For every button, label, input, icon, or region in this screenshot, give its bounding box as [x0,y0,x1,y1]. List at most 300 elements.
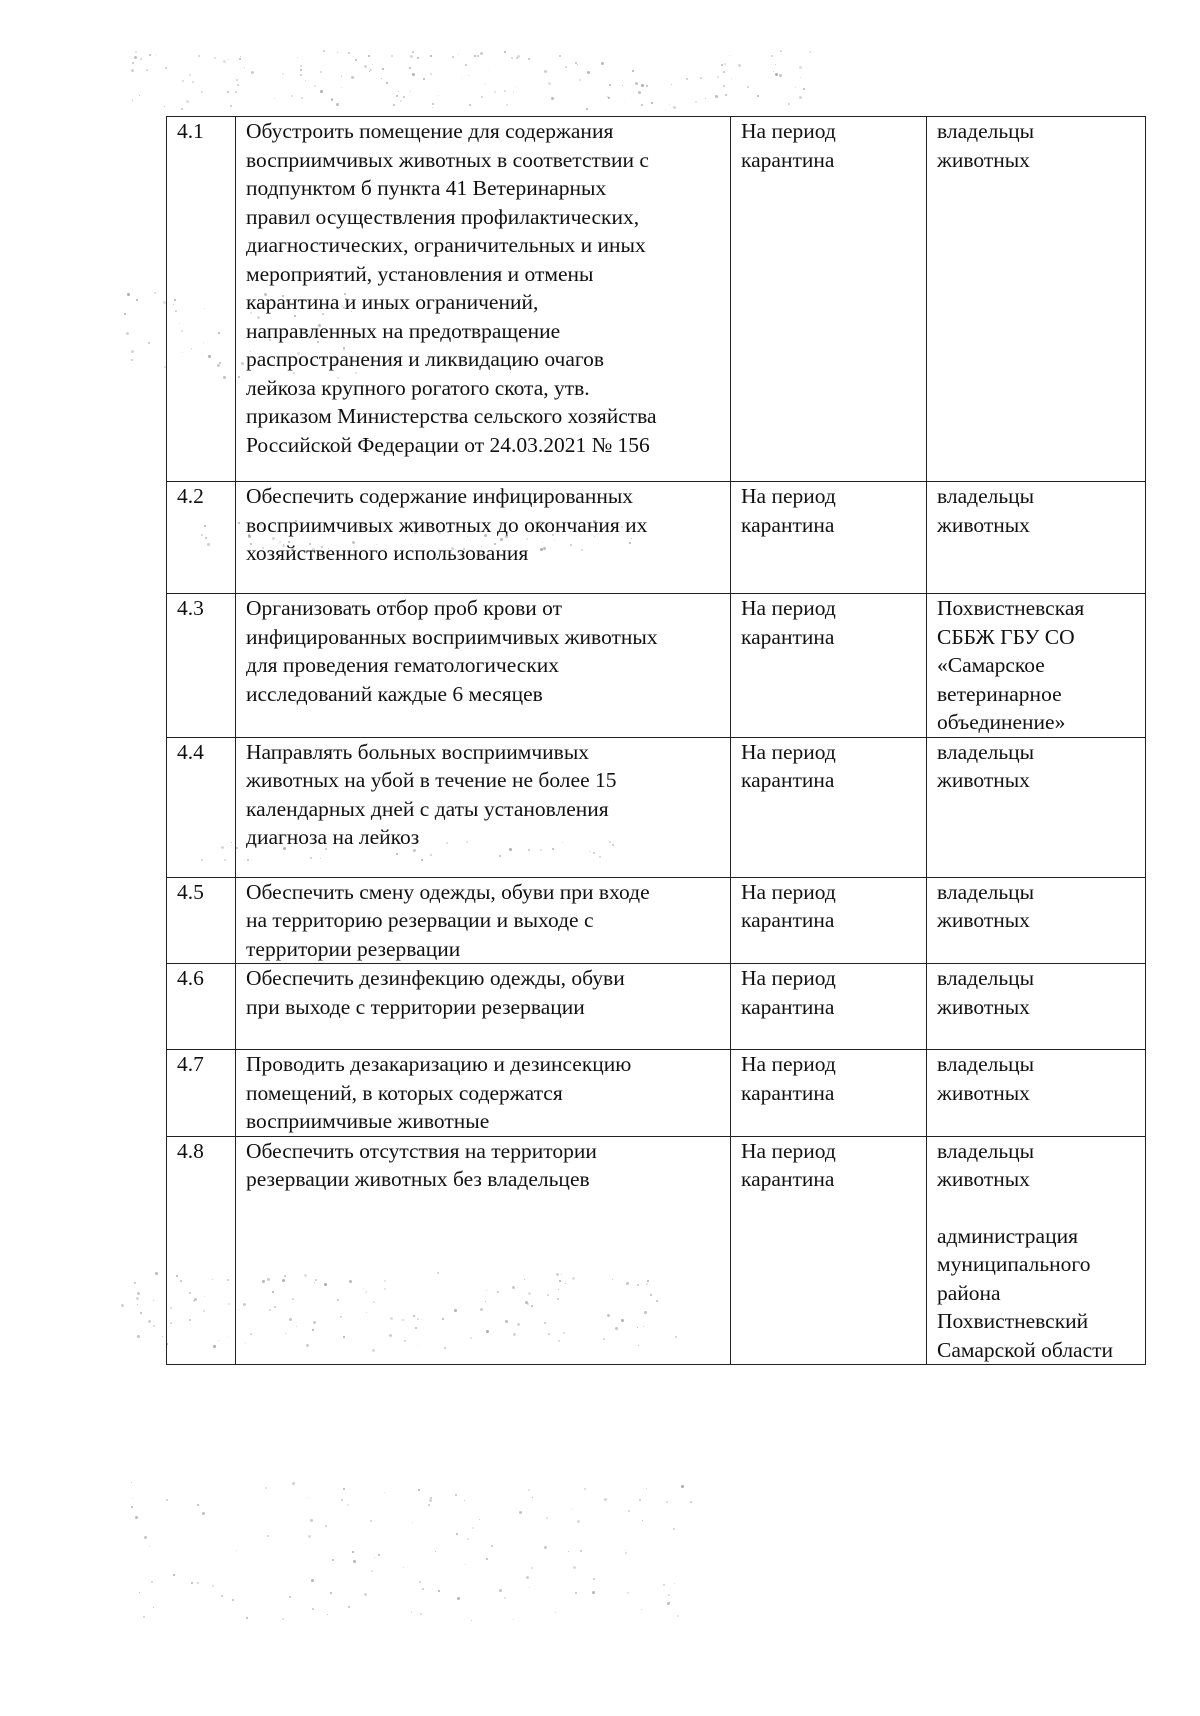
scan-speck [236,1550,237,1551]
scan-speck [305,80,306,81]
action-line: направленных на предотвращение [246,318,561,343]
scan-speck [584,1488,586,1490]
period-cell [731,964,927,1050]
scan-speck [551,97,554,100]
responsible-line: животных [937,1167,1030,1191]
scan-speck [378,1554,380,1556]
scan-speck [155,1272,158,1275]
responsible-line: Похвистневская [937,596,1085,620]
scan-speck [474,55,476,57]
scan-speck [800,77,801,78]
scan-speck [400,100,402,102]
action-cell [236,1050,731,1137]
responsible-extra-line: муниципального [937,1252,1091,1276]
scan-speck [435,1551,436,1552]
scan-speck [723,71,725,73]
scan-speck [221,1595,223,1597]
table-row [167,594,1146,738]
scan-speck [282,77,283,78]
scan-speck [690,1501,692,1503]
scan-speck [181,108,183,110]
period-cell [731,1050,927,1137]
scan-speck [430,73,432,75]
scan-speck [625,1550,626,1551]
scan-speck [265,1487,267,1489]
scan-speck [320,90,323,93]
scan-speck [139,95,140,96]
scan-speck [149,54,151,56]
action-cell [236,594,731,738]
scan-speck [126,332,129,335]
scan-speck [212,1585,214,1587]
table-row [167,1050,1146,1137]
scan-speck [166,1499,168,1501]
period-line: На период [741,484,836,508]
scan-speck [140,58,142,60]
scan-speck [136,299,138,301]
scan-speck [412,51,414,53]
scan-speck [489,69,490,70]
scan-speck [347,1504,349,1506]
scan-speck [341,76,342,77]
scan-speck [292,1482,295,1485]
scan-speck [364,1593,367,1596]
scan-speck [504,1597,506,1599]
scan-speck [586,108,588,110]
scan-speck [516,57,518,59]
scan-speck [677,1615,679,1617]
responsible-cell [927,877,1146,964]
scan-speck [411,1612,412,1613]
scan-speck [628,1510,630,1512]
scan-speck [559,55,561,57]
scan-speck [137,1304,138,1305]
scan-speck [323,50,325,52]
scan-speck [289,1596,291,1598]
scan-speck [165,67,167,69]
period-line: карантина [741,994,835,1019]
scan-speck [686,78,688,80]
responsible-cell [927,117,1146,482]
scan-speck [579,79,581,81]
scan-speck [471,1620,472,1621]
scan-speck [320,71,322,73]
scan-speck [464,1500,465,1501]
scan-speck [513,92,514,93]
row-number: 4.2 [167,482,236,594]
scan-speck [632,70,634,72]
scan-speck [149,1546,150,1547]
scan-speck [480,52,483,55]
scan-speck [779,74,782,77]
scan-speck [641,1609,642,1610]
scan-speck [325,1525,327,1527]
scan-speck [198,55,200,57]
row-number: 4.8 [167,1136,236,1365]
scan-speck [775,73,778,76]
responsible-line: животных [937,512,1030,537]
scan-speck [155,55,156,56]
action-cell [236,964,731,1050]
scan-speck [137,1292,140,1295]
scan-speck [341,87,342,88]
scan-speck [575,62,577,64]
responsible-line: владельцы [937,1138,1035,1163]
scan-speck [136,1297,139,1300]
scan-speck [468,75,469,76]
scan-speck [771,55,773,57]
scan-speck [223,60,226,63]
responsible-extra-line: района [937,1280,1001,1305]
scan-speck [577,1520,580,1523]
scan-speck [348,1606,350,1608]
table-row [167,117,1146,482]
scan-speck [430,55,432,57]
period-line: На период [741,1138,836,1163]
action-line: исследований каждые 6 месяцев [246,681,543,706]
scan-speck [519,1511,522,1514]
period-cell [731,1136,927,1365]
period-line: карантина [741,624,835,649]
scan-speck [593,1578,595,1580]
scan-speck [666,1501,668,1503]
scan-speck [721,64,723,66]
scan-speck [410,55,413,58]
period-line: карантина [741,1167,835,1191]
scan-speck [382,68,384,70]
scan-speck [164,106,165,107]
scan-speck [235,91,237,93]
scan-speck [197,1504,199,1506]
responsible-line: владельцы [937,739,1035,764]
scan-speck [673,1528,675,1530]
scan-speck [724,63,726,65]
scan-speck [341,1499,343,1501]
scan-speck [370,69,372,71]
scan-speck [236,79,238,81]
action-line: территории резервации [246,936,461,961]
action-line: Обеспечить содержание инфицированных [246,484,634,508]
scan-speck [412,1522,413,1523]
scan-speck [331,99,333,101]
responsible-line: животных [937,908,1030,932]
action-line: инфицированных восприимчивых животных [246,624,658,649]
scan-speck [601,62,604,65]
scan-speck [134,56,137,59]
scan-speck [641,84,644,87]
action-line: диагностических, ограничительных и иных [246,233,646,257]
scan-speck [132,62,134,64]
action-line: приказом Министерства сельского хозяйства [246,404,657,428]
scan-speck [192,81,194,83]
scan-speck [646,85,648,87]
action-line: резервации животных без владельцев [246,1167,590,1191]
scan-speck [343,1488,345,1490]
scan-speck [705,98,706,99]
scan-speck [528,1489,530,1491]
scan-speck [131,350,134,353]
period-line: карантина [741,908,835,932]
scan-speck [757,95,759,97]
scan-speck [513,1619,514,1620]
scan-speck [681,1485,684,1488]
scan-speck [481,96,483,98]
scan-speck [132,100,133,101]
action-line: Российской Федерации от 24.03.2021 № 156 [246,432,650,457]
scan-speck [246,1617,248,1619]
scan-speck [398,91,399,92]
scan-speck [131,69,134,72]
scan-speck [528,58,530,60]
scan-speck [625,101,626,102]
scan-speck [773,71,774,72]
scan-speck [396,95,398,97]
responsible-line: владельцы [937,966,1035,990]
scan-speck [622,85,623,86]
scan-speck [391,55,393,57]
scan-speck [374,1557,375,1558]
scan-speck [300,74,302,76]
scan-speck [352,1551,354,1553]
scan-speck [485,84,486,85]
scan-speck [438,95,439,96]
scan-speck [403,1567,404,1568]
scan-speck [456,1533,458,1535]
scan-speck [131,1482,132,1483]
scan-speck [353,1560,356,1563]
action-line: хозяйственного использования [246,541,529,565]
action-line: подпунктом б пункта 41 Ветеринарных [246,176,607,200]
row-number: 4.6 [167,964,236,1050]
scan-speck [625,1552,627,1554]
scan-speck [477,55,479,57]
period-line: карантина [741,1080,835,1105]
scan-speck [422,1588,424,1590]
action-line: восприимчивых животных до окончания их [246,512,648,537]
scan-speck [240,56,241,57]
action-line: для проведения гематологических [246,653,560,677]
scan-speck [314,85,316,87]
scan-speck [641,104,643,106]
scan-speck [131,359,133,361]
table-row [167,964,1146,1050]
responsible-line: объединение» [937,710,1066,734]
responsible-gap [937,1194,1137,1222]
scan-speck [695,101,697,103]
scan-speck [548,82,551,85]
scan-speck [803,88,805,90]
responsible-line: «Самарское [937,653,1045,677]
scan-speck [135,51,137,53]
scan-speck [546,1517,548,1519]
measures-table [166,116,1146,1365]
action-line: Направлять больных восприимчивых [246,739,590,764]
scan-speck [189,74,191,76]
action-line: на территорию резервации и выходе с [246,908,594,932]
scan-speck [418,1489,420,1491]
period-cell [731,737,927,877]
scan-speck [307,1498,308,1499]
action-cell [236,482,731,594]
scan-speck [738,64,741,67]
scan-speck [674,1583,675,1584]
responsible-cell [927,737,1146,877]
scan-speck [499,1589,502,1592]
scan-speck [457,1597,460,1600]
scan-speck [532,1497,533,1498]
action-line: Обеспечить смену одежды, обуви при входе [246,879,650,904]
scan-speck [368,55,370,57]
period-line: карантина [741,768,835,792]
scan-speck [173,1574,175,1576]
scan-speck [529,1587,530,1588]
scan-speck [609,84,611,86]
scan-speck [788,103,790,105]
scan-speck [555,1612,556,1613]
scan-speck [780,50,782,52]
period-cell [731,482,927,594]
scan-speck [403,96,405,98]
scan-speck [458,54,459,55]
action-line: Обеспечить дезинфекцию одежды, обуви [246,966,625,990]
scan-speck [332,1559,334,1561]
scan-speck [419,1581,421,1583]
row-number: 4.1 [167,117,236,482]
responsible-cell [927,482,1146,594]
scan-speck [671,84,672,85]
scan-speck [214,57,216,59]
scan-speck [723,85,725,87]
scan-speck [668,1594,670,1596]
scan-speck [580,1550,582,1552]
scan-speck [370,1520,372,1522]
scan-speck [587,71,590,74]
scan-speck [428,1504,430,1506]
scan-speck [639,1499,641,1501]
scan-speck [153,1607,154,1608]
scan-speck [455,1494,457,1496]
scan-speck [348,52,350,54]
action-line: мероприятий, установления и отмены [246,261,594,286]
scan-speck [282,1618,284,1620]
action-line: помещений, в которых содержатся [246,1080,563,1105]
scan-speck [565,66,567,68]
scan-speck [148,342,150,344]
responsible-cell [927,594,1146,738]
scan-speck [452,56,454,58]
responsible-cell [927,1136,1146,1365]
scan-speck [244,67,245,68]
scan-speck [300,69,302,71]
scan-speck [135,1516,138,1519]
period-line: карантина [741,147,835,172]
scan-speck [291,95,293,97]
scan-speck [337,52,338,53]
scan-speck [237,84,239,86]
responsible-line: владельцы [937,484,1035,508]
scan-speck [131,1506,133,1508]
scan-speck [420,1613,422,1615]
scan-speck [182,80,184,82]
scan-speck [124,313,126,315]
scan-speck [417,57,419,59]
responsible-line: владельцы [937,1052,1035,1076]
scan-speck [311,1579,314,1582]
scan-speck [429,1499,432,1502]
responsible-line: ветеринарное [937,681,1062,706]
scan-speck [504,90,506,92]
scan-speck [467,1538,469,1540]
scan-speck [544,1546,547,1549]
scan-speck [592,1591,595,1594]
scan-speck [577,64,578,65]
scan-speck [369,71,370,72]
scan-speck [506,104,508,106]
scan-speck [144,1536,147,1539]
period-line: карантина [741,512,835,537]
responsible-line: СББЖ ГБУ СО [937,624,1075,649]
scan-speck [132,1498,133,1499]
scan-speck [146,69,148,71]
scan-speck [531,1567,533,1569]
table-row [167,737,1146,877]
action-line: Организовать отбор проб крови от [246,596,563,620]
scan-speck [486,1558,488,1560]
scan-speck [330,1592,332,1594]
scan-speck [642,1520,643,1521]
scan-speck [607,96,609,98]
scan-speck [700,77,702,79]
scan-speck [381,78,382,79]
scan-speck [795,87,796,88]
period-line: На период [741,966,836,990]
scan-speck [353,56,354,57]
action-line: восприимчивые животные [246,1109,490,1133]
action-cell [236,877,731,964]
scan-speck [479,1519,480,1520]
scan-speck [134,1282,136,1284]
scan-speck [140,1312,142,1314]
responsible-line: животных [937,1080,1030,1105]
scan-speck [312,1608,314,1610]
scan-speck [410,91,411,92]
action-cell [236,737,731,877]
responsible-extra-line: Самарской области [937,1337,1114,1362]
action-line: карантина и иных ограничений, [246,290,539,314]
scan-speck [386,82,388,84]
scan-speck [511,57,513,59]
scan-speck [274,98,275,99]
scan-speck [515,87,516,88]
period-line: На период [741,739,836,764]
action-line: Проводить дезакаризацию и дезинсекцию [246,1052,632,1076]
responsible-line: животных [937,994,1030,1019]
scan-speck [665,109,666,110]
scan-speck [432,103,434,105]
scan-speck [151,1581,153,1583]
scan-speck [228,59,229,60]
scan-speck [372,64,373,65]
action-line: Обустроить помещение для содержания [246,119,614,143]
action-line: животных на убой в течение не более 15 [246,768,617,792]
responsible-line: владельцы [937,119,1035,143]
row-number: 4.5 [167,877,236,964]
scan-speck [799,96,802,99]
scan-speck [327,1614,328,1615]
scan-speck [191,1582,193,1584]
action-line: правил осуществления профилактических, [246,204,640,229]
table-row [167,1136,1146,1365]
